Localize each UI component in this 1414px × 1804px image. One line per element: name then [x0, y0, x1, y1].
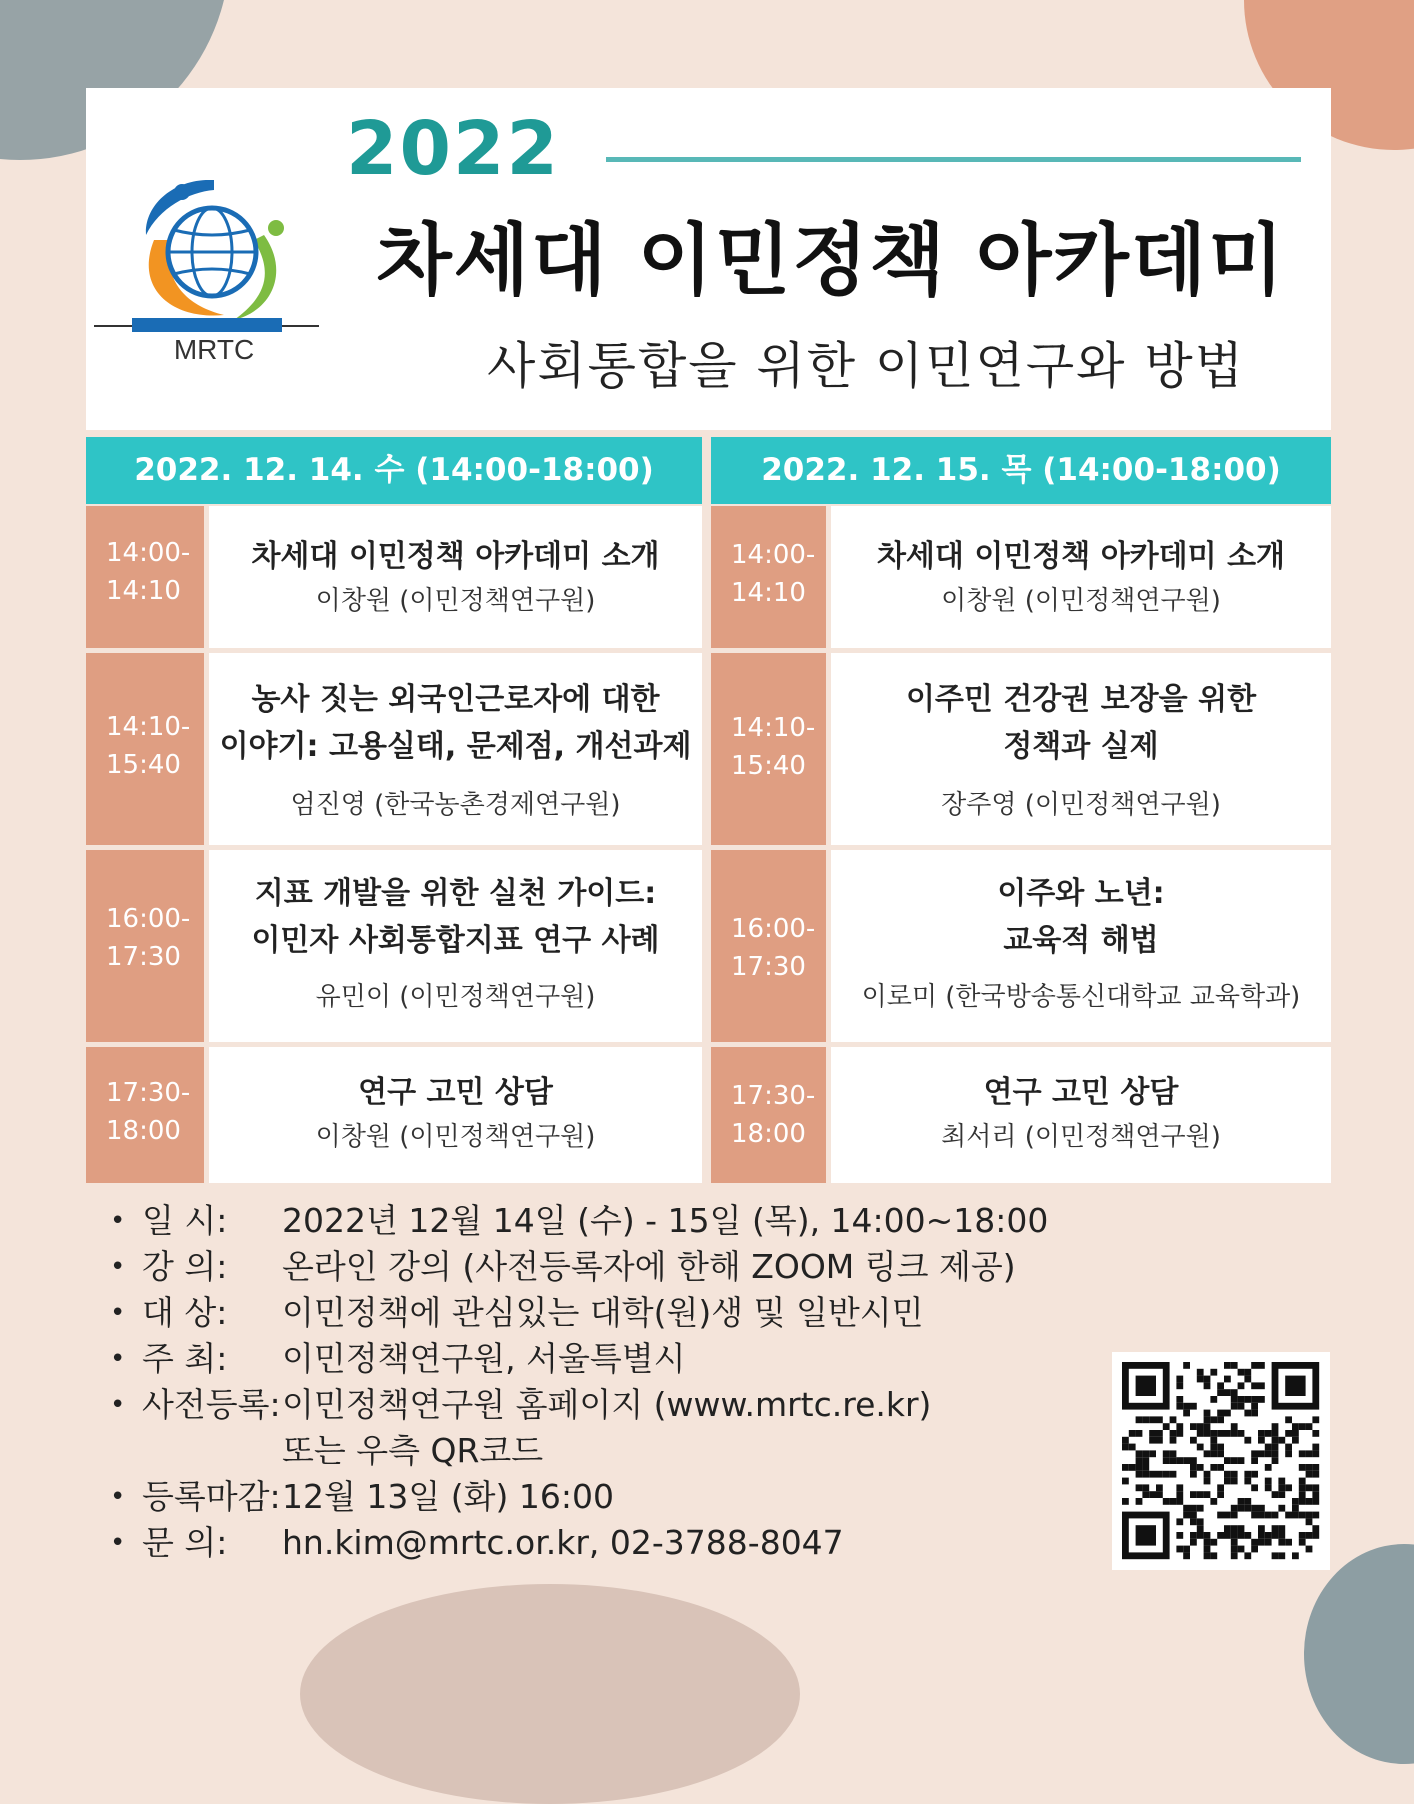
page-subtitle: 사회통합을 위한 이민연구와 방법 [487, 337, 1245, 395]
session-title: 이야기: 고용실태, 문제점, 개선과제 [219, 729, 692, 764]
session-card [831, 850, 1331, 1042]
day1-header: 2022. 12. 14. 수 (14:00-18:00) [86, 437, 702, 504]
session-card [831, 506, 1331, 648]
contact-link[interactable]: hn.kim@mrtc.or.kr, 02-3788-8047 [282, 1523, 844, 1562]
session-speaker: 엄진영 (한국농촌경제연구원) [290, 790, 621, 820]
qr-code-icon [1112, 1352, 1330, 1570]
globe-icon [94, 180, 334, 340]
session-card [209, 653, 702, 845]
session-title: 이주와 노년: [997, 876, 1165, 911]
list-item: • 대 상: 이민정책에 관심있는 대학(원)생 및 일반시민 [110, 1290, 1048, 1336]
session-speaker: 장주영 (이민정책연구원) [941, 790, 1221, 820]
session-card [209, 1047, 702, 1183]
registration-link[interactable]: 이민정책연구원 홈페이지 (www.mrtc.re.kr) [282, 1385, 932, 1424]
list-item: • 문 의: hn.kim@mrtc.or.kr, 02-3788-8047 [110, 1520, 1048, 1566]
list-item: • 주 최: 이민정책연구원, 서울특별시 [110, 1336, 1048, 1382]
session-title: 농사 짓는 외국인근로자에 대한 [251, 682, 660, 717]
session-speaker: 이로미 (한국방송통신대학교 교육학과) [861, 982, 1301, 1012]
session-time: 14:10- 15:40 [711, 653, 826, 845]
session-speaker: 이창원 (이민정책연구원) [315, 1122, 596, 1152]
decor-circle [300, 1584, 800, 1804]
session-title: 차세대 이민정책 아카데미 소개 [251, 539, 660, 574]
session-card [831, 653, 1331, 845]
session-title: 연구 고민 상담 [983, 1075, 1179, 1110]
session-title: 연구 고민 상담 [358, 1075, 553, 1110]
session-card [209, 850, 702, 1042]
session-time: 14:10- 15:40 [86, 653, 204, 845]
logo-text: MRTC [173, 334, 255, 365]
session-speaker: 이창원 (이민정책연구원) [315, 586, 596, 616]
page-title: 차세대 이민정책 아카데미 [376, 216, 1286, 306]
session-title: 이주민 건강권 보장을 위한 [905, 682, 1257, 717]
session-time: 14:00- 14:10 [711, 506, 826, 648]
session-title: 차세대 이민정책 아카데미 소개 [876, 539, 1286, 574]
day2-header: 2022. 12. 15. 목 (14:00-18:00) [711, 437, 1331, 504]
divider [606, 157, 1301, 162]
list-item: • 강 의: 온라인 강의 (사전등록자에 한해 ZOOM 링크 제공) [110, 1244, 1048, 1290]
session-title: 지표 개발을 위한 실천 가이드: [254, 876, 657, 911]
list-item: • 사전등록:이민정책연구원 홈페이지 (www.mrtc.re.kr) [110, 1382, 1048, 1428]
session-time: 14:00- 14:10 [86, 506, 204, 648]
session-speaker: 유민이 (이민정책연구원) [315, 982, 596, 1012]
decor-circle [1304, 1544, 1414, 1764]
session-time: 17:30- 18:00 [86, 1047, 204, 1183]
year-heading: 2022 [346, 106, 560, 192]
session-title: 정책과 실제 [1003, 729, 1159, 764]
list-item: 또는 우측 QR코드 [282, 1431, 544, 1470]
session-speaker: 최서리 (이민정책연구원) [941, 1122, 1221, 1152]
mrtc-logo [94, 180, 334, 380]
event-info-list [110, 1198, 1048, 1566]
session-card [831, 1047, 1331, 1183]
session-time: 16:00- 17:30 [711, 850, 826, 1042]
list-item: • 일 시: 2022년 12월 14일 (수) - 15일 (목), 14:00~18:00 [110, 1198, 1048, 1244]
header-card [86, 88, 1331, 430]
session-speaker: 이창원 (이민정책연구원) [941, 586, 1221, 616]
session-time: 17:30- 18:00 [711, 1047, 826, 1183]
session-title: 이민자 사회통합지표 연구 사례 [251, 923, 660, 958]
session-title: 교육적 해법 [1003, 923, 1159, 958]
session-card [209, 506, 702, 648]
qr-code[interactable] [1112, 1352, 1330, 1570]
list-item: • 등록마감:12월 13일 (화) 16:00 [110, 1474, 1048, 1520]
session-time: 16:00- 17:30 [86, 850, 204, 1042]
